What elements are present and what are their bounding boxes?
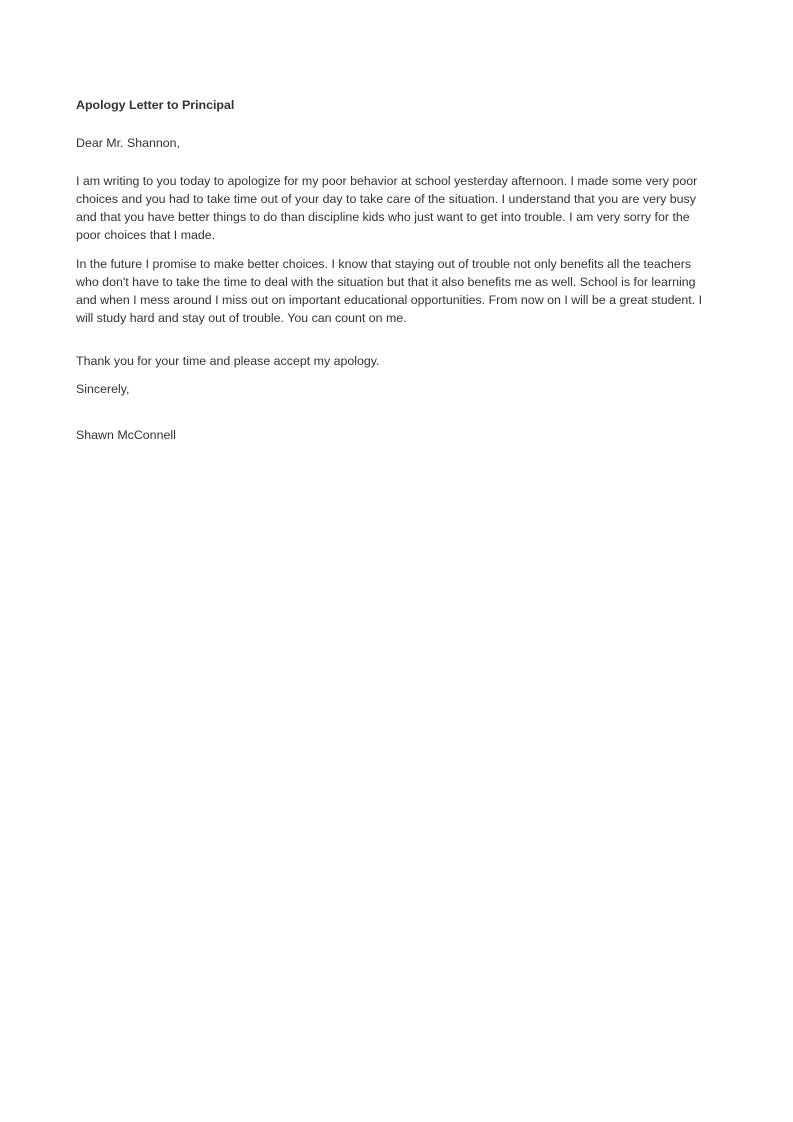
letter-thanks: Thank you for your time and please accept my apology. bbox=[76, 354, 380, 368]
letter-paragraph-1: I am writing to you today to apologize for my poor behavior at school yesterday afternoon. I made some very poor choices and you had to take time out of your day to take care of the situation. I understand that you are very busy and that you have better things to do than discipline kids who just want to get into trouble. I am very sorry for the poor choices that I made. bbox=[76, 174, 698, 242]
letter-paragraph-2: In the future I promise to make better choices. I know that staying out of trouble not only benefits all the teachers who don't have to take the time to deal with the situation but that it also benefits me as well. School is for learning and when I mess around I miss out on important educational opportunities. From now on I will be a great student. I will study hard and stay out of trouble. You can count on me. bbox=[76, 257, 703, 325]
letter-salutation: Dear Mr. Shannon, bbox=[76, 136, 181, 150]
letter-title: Apology Letter to Principal bbox=[76, 98, 235, 112]
letter-closing: Sincerely, bbox=[76, 382, 130, 396]
letter-signature: Shawn McConnell bbox=[76, 428, 176, 442]
letter-body bbox=[76, 96, 716, 444]
